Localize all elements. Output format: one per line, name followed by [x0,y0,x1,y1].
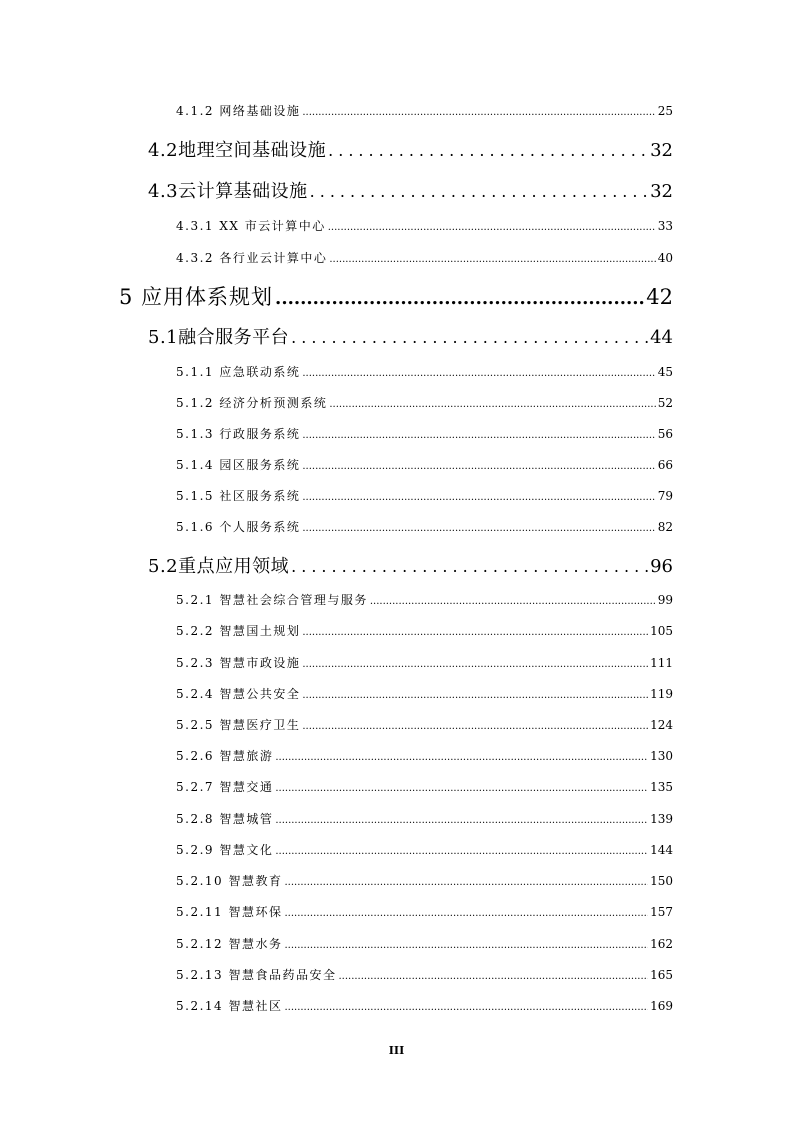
toc-entry-label: 4.3.1 XX 市云计算中心 [176,219,326,233]
toc-dot-leader [284,940,648,951]
toc-dot-leader [338,971,648,982]
toc-dot-leader [370,596,656,607]
toc-dot-leader [275,846,648,857]
toc-dot-leader [302,107,655,118]
toc-entry-page: 157 [650,905,673,919]
toc-entry-label: 5.1.3 行政服务系统 [176,427,301,441]
toc-entry-label: 5.2.2 智慧国土规划 [176,624,301,638]
toc-dot-leader [328,141,648,160]
toc-entry-label: 5.2.9 智慧文化 [176,843,274,857]
toc-entry[interactable] [176,778,673,795]
toc-entry-page: 32 [650,181,673,202]
toc-entry-page: 45 [657,365,673,379]
toc-dot-leader [302,721,648,732]
toc-entry[interactable] [176,102,673,119]
toc-entry-label: 5.2.3 智慧市政设施 [176,656,301,670]
toc-entry-label: 5.2.12 智慧水务 [176,937,283,951]
toc-entry-page: 66 [657,458,673,472]
toc-entry-page: 169 [650,999,673,1013]
toc-dot-leader [328,222,656,233]
toc-entry-page: 56 [657,427,673,441]
toc-entry[interactable] [176,363,673,380]
toc-entry[interactable] [176,487,673,504]
toc-entry[interactable] [176,841,673,858]
toc-entry-label: 5.2.1 智慧社会综合管理与服务 [176,593,368,607]
toc-entry-page: 124 [650,718,673,732]
toc-entry[interactable] [176,217,673,234]
toc-entry[interactable] [176,716,673,733]
page-number: III [388,1044,405,1057]
toc-dot-leader [284,1002,648,1013]
toc-entry-label: 5.1融合服务平台 [148,327,290,348]
toc-dot-leader [302,492,655,503]
toc-entry-page: 135 [650,780,673,794]
toc-entry-page: 105 [650,624,673,638]
toc-entry-label: 5.1.5 社区服务系统 [176,489,301,503]
toc-entry-label: 5.2.8 智慧城管 [176,812,274,826]
toc-entry[interactable] [176,685,673,702]
toc-entry-label: 5.2.4 智慧公共安全 [176,687,301,701]
toc-dot-leader [302,523,655,534]
toc-entry-page: 99 [657,593,673,607]
toc-entry-page: 165 [650,968,673,982]
toc-dot-leader [302,627,648,638]
toc-entry[interactable] [148,552,673,578]
toc-entry[interactable] [176,935,673,952]
toc-dot-leader [275,783,648,794]
toc-entry-label: 5.2.13 智慧食品药品安全 [176,968,337,982]
toc-entry-label: 5 应用体系规划 [119,285,274,309]
toc-entry[interactable] [148,177,673,203]
toc-entry-label: 5.1.2 经济分析预测系统 [176,396,328,410]
toc-entry-page: 162 [650,937,673,951]
toc-entry-label: 5.2.11 智慧环保 [176,905,283,919]
toc-entry-page: 33 [657,219,673,233]
toc-dot-leader [275,752,648,763]
toc-entry[interactable] [176,518,673,535]
toc-entry[interactable] [176,456,673,473]
toc-entry-label: 5.2重点应用领域 [148,556,290,577]
toc-entry-page: 32 [650,140,673,161]
toc-entry-page: 52 [657,396,673,410]
toc-dot-leader [302,659,648,670]
toc-entry[interactable] [148,136,673,162]
toc-entry-page: 130 [650,749,673,763]
toc-entry[interactable] [176,425,673,442]
toc-entry[interactable] [176,810,673,827]
toc-entry-label: 5.1.1 应急联动系统 [176,365,301,379]
toc-entry-page: 96 [650,556,673,577]
toc-entry[interactable] [148,323,673,349]
toc-entry-page: 79 [657,489,673,503]
toc-entry[interactable] [176,654,673,671]
toc-entry[interactable] [176,903,673,920]
toc-entry-label: 5.1.6 个人服务系统 [176,520,301,534]
toc-entry-page: 44 [650,327,673,348]
toc-dot-leader [275,815,648,826]
toc-entry-label: 5.1.4 园区服务系统 [176,458,301,472]
toc-entry-page: 111 [650,656,673,670]
toc-entry-page: 119 [650,687,673,701]
toc-entry[interactable] [176,872,673,889]
toc-entry[interactable] [119,281,673,311]
toc-entry-page: 82 [657,520,673,534]
toc-entry-page: 144 [650,843,673,857]
toc-entry[interactable] [176,249,673,266]
toc-entry-label: 5.2.10 智慧教育 [176,874,283,888]
toc-dot-leader [291,328,648,347]
toc-dot-leader [275,288,644,309]
toc-dot-leader [329,399,655,410]
toc-dot-leader [284,908,648,919]
toc-entry-label: 4.1.2 网络基础设施 [176,104,301,118]
toc-entry-page: 42 [646,285,673,309]
toc-entry[interactable] [176,622,673,639]
toc-dot-leader [284,877,648,888]
toc-dot-leader [329,254,655,265]
toc-entry-label: 4.3.2 各行业云计算中心 [176,251,328,265]
toc-dot-leader [302,368,655,379]
toc-dot-leader [302,690,648,701]
toc-entry[interactable] [176,997,673,1014]
toc-entry[interactable] [176,966,673,983]
toc-entry-page: 139 [650,812,673,826]
toc-entry-label: 5.2.6 智慧旅游 [176,749,274,763]
toc-entry-page: 150 [650,874,673,888]
toc-entry-label: 4.2地理空间基础设施 [148,140,327,161]
toc-dot-leader [310,182,648,201]
toc-entry-label: 5.2.7 智慧交通 [176,780,274,794]
toc-entry[interactable] [176,394,673,411]
toc-dot-leader [291,557,648,576]
toc-entry-label: 4.3云计算基础设施 [148,181,308,202]
toc-entry-page: 40 [657,251,673,265]
toc-entry-label: 5.2.14 智慧社区 [176,999,283,1013]
toc-entry-label: 5.2.5 智慧医疗卫生 [176,718,301,732]
toc-dot-leader [302,430,655,441]
toc-dot-leader [302,461,655,472]
toc-entry-page: 25 [657,104,673,118]
toc-entry[interactable] [176,747,673,764]
toc-entry[interactable] [176,591,673,608]
